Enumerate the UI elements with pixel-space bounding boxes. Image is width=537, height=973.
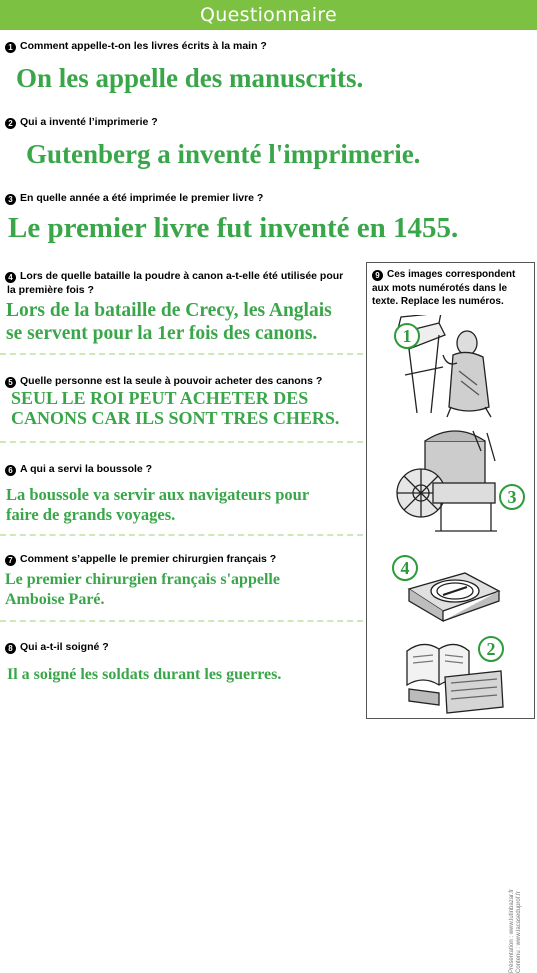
- label-circle-4: 4: [392, 555, 418, 581]
- printing-press-illustration: [395, 421, 515, 536]
- question-7: 7 Comment s’appelle le premier chirurgien français ?: [5, 552, 276, 566]
- question-number: 7: [5, 555, 16, 566]
- answer-7: Le premier chirurgien français s'appelle Amboise Paré.: [5, 571, 280, 608]
- question-5: 5 Quelle personne est la seule à pouvoir acheter des canons ?: [5, 374, 322, 388]
- question-2: 2 Qui a inventé l’imprimerie ?: [5, 115, 158, 129]
- answer-2: Gutenberg a inventé l'imprimerie.: [26, 139, 421, 169]
- question-number: 1: [5, 42, 16, 53]
- question-8: 8 Qui a-t-il soigné ?: [5, 640, 109, 654]
- answer-5: SEUL LE ROI PEUT ACHETER DES CANONS CAR ILS SONT TRES CHERS.: [11, 388, 340, 428]
- question-number: 9: [372, 270, 383, 281]
- image-panel: [366, 262, 535, 973]
- answer-1: On les appelle des manuscrits.: [16, 63, 364, 93]
- separator: [0, 353, 363, 355]
- answer-4: Lors de la bataille de Crecy, les Anglais se servent pour la 1er fois des canons.: [6, 300, 332, 344]
- question-1: 1 Comment appelle-t-on les livres écrits à la main ?: [5, 39, 267, 53]
- question-number: 8: [5, 643, 16, 654]
- panel-instructions: 9 Ces images correspondent aux mots numérotés dans le texte. Replace les numéros.: [372, 269, 516, 307]
- answer-6: La boussole va servir aux navigateurs pour faire de grands voyages.: [6, 485, 310, 524]
- compass-illustration: [405, 561, 503, 623]
- question-3: 3 En quelle année a été imprimée le premier livre ?: [5, 191, 263, 205]
- page-title: Questionnaire: [200, 4, 337, 26]
- label-circle-1: 1: [394, 323, 420, 349]
- question-number: 6: [5, 465, 16, 476]
- label-circle-3: 3: [499, 484, 525, 510]
- separator: [0, 441, 363, 443]
- page-header: [0, 0, 537, 30]
- answer-3: Le premier livre fut inventé en 1455.: [8, 212, 459, 244]
- label-circle-2: 2: [478, 636, 504, 662]
- question-number: 5: [5, 377, 16, 388]
- credit-text: Présentation : www.lutinbazar.fr Contenu : www.lacaseduprof.fr: [509, 888, 522, 973]
- question-6: 6 A qui a servi la boussole ?: [5, 462, 152, 476]
- question-number: 4: [5, 272, 16, 283]
- separator: [0, 620, 363, 622]
- separator: [0, 534, 363, 536]
- question-4: 4 Lors de quelle bataille la poudre à canon a-t-elle été utilisée pour la première fois ?: [7, 270, 344, 296]
- question-number: 2: [5, 118, 16, 129]
- answer-8: Il a soigné les soldats durant les guerres.: [7, 666, 282, 683]
- question-number: 3: [5, 194, 16, 205]
